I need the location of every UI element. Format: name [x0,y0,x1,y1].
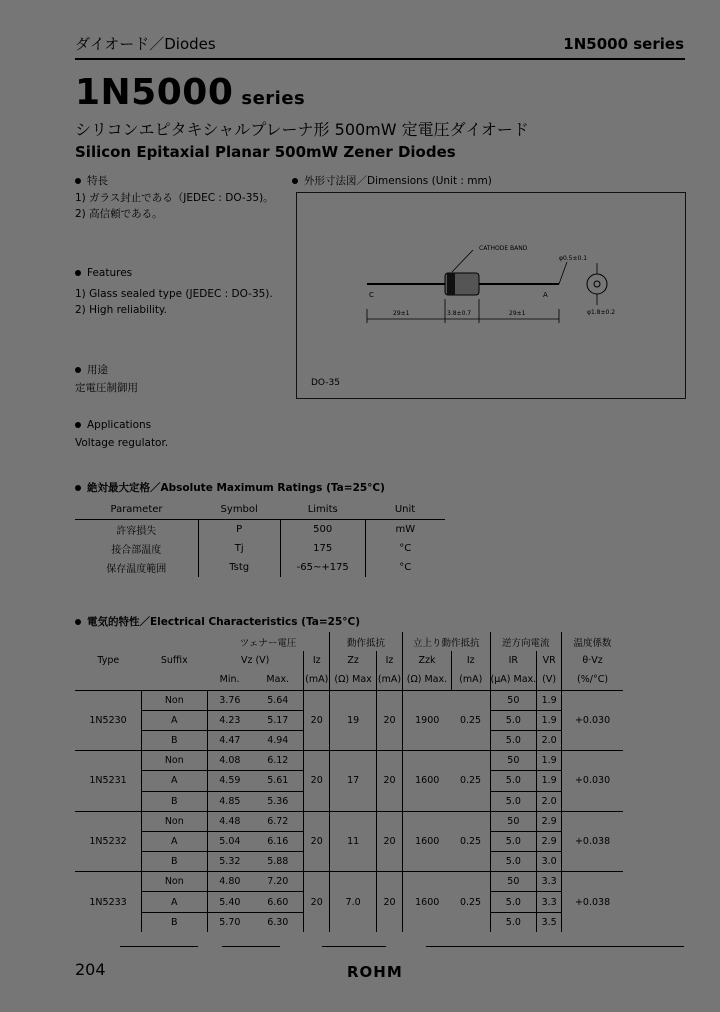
table-header: (mA) [304,670,330,690]
table-header: Min. [219,674,240,686]
suffix-cell: Non [142,872,207,892]
vz-min-cell: 4.23 [207,710,252,730]
table-header: (V) [537,670,562,690]
zzk-cell: 1900 [402,690,451,751]
header-rule [75,58,685,60]
vz-min-cell: 4.59 [207,771,252,791]
header-series: 1N5000 series [563,35,684,53]
vz-max-cell: 6.60 [252,892,304,912]
table-row [75,872,623,892]
table-cell: 接合部温度 [111,545,162,556]
abs-max-heading-text: 絶対最大定格／Absolute Maximum Ratings (Ta=25°C) [87,482,385,494]
vr-cell: 3.0 [537,852,562,872]
table-cell: 保存温度範囲 [106,564,167,575]
vr-cell: 2.9 [537,811,562,831]
bullet-icon [75,367,81,373]
electrical-heading-text: 電気的特性／Electrical Characteristics (Ta=25°C) [87,616,361,628]
ir-cell: 5.0 [490,791,537,811]
cathode-label: C [369,291,374,299]
ir-cell: 5.0 [490,852,537,872]
table-cell: 500 [280,520,365,540]
features-en-list [75,286,275,318]
vz-max-cell: 5.64 [252,690,304,710]
suffix-cell: A [142,892,207,912]
title-main: 1N5000 [75,72,234,113]
bullet-icon [75,178,81,184]
applications-text: Voltage regulator. [75,437,169,449]
ir-cell: 5.0 [490,892,537,912]
table-cell: °C [365,558,445,577]
vr-cell: 1.9 [537,771,562,791]
table-header: Symbol [198,500,280,520]
table-row [75,500,445,520]
page-title [75,72,305,113]
vz-min-cell: 3.76 [207,690,252,710]
zz-cell: 11 [330,811,377,872]
table-header: Type [97,655,120,667]
table-header [330,670,377,690]
suffix-cell: B [142,730,207,750]
vz-max-cell: 5.61 [252,771,304,791]
tc-cell: +0.030 [562,690,623,751]
vz-max-cell: 5.17 [252,710,304,730]
table-cell: mW [365,520,445,540]
subtitle-en: Silicon Epitaxial Planar 500mW Zener Diodes [75,143,456,161]
vz-min-cell: 5.32 [207,852,252,872]
table-row [75,558,445,577]
table-header: (%/°C) [562,670,623,690]
table-header: (mA) [452,670,490,690]
group-header-temp: 温度係数 [562,632,623,651]
table-header: Limits [280,500,365,520]
table-row [75,670,623,690]
table-row [75,539,445,558]
footer-rule [322,946,386,947]
dimensions-figure [296,192,686,399]
suffix-cell: B [142,852,207,872]
vr-cell: 2.9 [537,831,562,851]
footer-rule [222,946,280,947]
abs-max-table [75,500,445,577]
vz-max-cell: 6.30 [252,912,304,932]
len-left-label: 29±1 [393,310,410,317]
applications-heading [75,419,151,431]
table-header: Max. [266,674,290,686]
bullet-icon [75,619,81,625]
vz-min-cell: 4.48 [207,811,252,831]
bullet-icon [75,270,81,276]
diode-drawing [297,193,685,398]
suffix-cell: Non [142,811,207,831]
vz-max-cell: 6.12 [252,751,304,771]
len-right-label: 29±1 [509,310,526,317]
uses-jp-heading-text: 用途 [87,364,108,376]
izz-cell: 20 [377,690,403,751]
iz-cell: 20 [304,872,330,932]
table-cell: -65~+175 [280,558,365,577]
subtitle-jp: シリコンエピタキシャルプレーナ形 500mW 定電圧ダイオード [75,120,529,139]
group-header-zener: ツェナー電圧 [239,637,297,649]
unit-ua: (μA) [490,674,511,686]
iz-cell: 20 [304,751,330,812]
suffix-cell: A [142,771,207,791]
vr-cell: 1.9 [537,710,562,730]
zz-cell: 7.0 [330,872,377,932]
table-header: Zz [330,651,377,670]
table-header: θ·Vz [562,651,623,670]
vr-cell: 1.9 [537,751,562,771]
vz-max-cell: 5.88 [252,852,304,872]
electrical-heading [75,614,360,629]
uses-jp-heading [75,362,108,377]
ir-cell: 5.0 [490,912,537,932]
vz-max-cell: 5.36 [252,791,304,811]
table-header: Iz [377,651,403,670]
group-header-knee: 立上り動作抵抗 [402,632,490,651]
dimensions-heading [292,173,492,188]
suffix-cell: B [142,791,207,811]
table-header: Iz [452,651,490,670]
ir-cell: 50 [490,690,537,710]
vz-min-cell: 4.85 [207,791,252,811]
vz-max-cell: 6.16 [252,831,304,851]
footer-rule [426,946,684,947]
izk-cell: 0.25 [452,811,490,872]
table-header: Zzk [402,651,451,670]
izz-cell: 20 [377,872,403,932]
unit-ohm: (Ω) [406,674,422,686]
vz-max-cell: 7.20 [252,872,304,892]
len-body-label: 3.8±0.7 [447,310,472,317]
ir-cell: 5.0 [490,771,537,791]
features-jp-list [75,190,275,222]
title-suffix: series [241,88,306,109]
izz-cell: 20 [377,811,403,872]
features-jp-heading-text: 特長 [87,175,108,187]
suffix-cell: B [142,912,207,932]
table-cell: 175 [280,539,365,558]
features-en-heading [75,267,132,279]
vz-min-cell: 5.40 [207,892,252,912]
suffix-cell: A [142,710,207,730]
table-row [75,811,623,831]
vr-cell: 1.9 [537,690,562,710]
izz-cell: 20 [377,751,403,812]
type-cell: 1N5230 [75,690,142,751]
ir-cell: 5.0 [490,831,537,851]
type-cell: 1N5231 [75,751,142,812]
table-cell: °C [365,539,445,558]
vz-min-cell: 5.70 [207,912,252,932]
vz-max-cell: 4.94 [252,730,304,750]
label-max: Max. [513,674,537,686]
zzk-cell: 1600 [402,872,451,932]
table-row [75,751,623,771]
table-cell: P [198,520,280,540]
vz-min-cell: 4.47 [207,730,252,750]
zzk-cell: 1600 [402,751,451,812]
table-header: Vz (V) [240,655,270,667]
bullet-icon [75,485,81,491]
label-max: Max [352,674,372,686]
body-dia-label: φ1.8±0.2 [587,309,616,316]
tc-cell: +0.030 [562,751,623,812]
vz-max-cell: 6.72 [252,811,304,831]
group-header-rev: 逆方向電流 [490,632,562,651]
vr-cell: 3.3 [537,872,562,892]
table-cell: Tj [198,539,280,558]
list-item: 2) High reliability. [75,304,167,316]
label-max: Max. [424,674,448,686]
features-en-heading-text: Features [87,267,133,279]
vr-cell: 3.3 [537,892,562,912]
page-number: 204 [75,960,106,979]
suffix-cell: Non [142,751,207,771]
list-item: 1) ガラス封止である（JEDEC : DO-35)。 [75,192,274,204]
table-row [75,651,623,670]
ir-cell: 50 [490,872,537,892]
ir-cell: 5.0 [490,730,537,750]
suffix-cell: A [142,831,207,851]
ir-cell: 50 [490,751,537,771]
table-row [75,632,623,651]
table-header [402,670,451,690]
iz-cell: 20 [304,690,330,751]
vr-cell: 2.0 [537,730,562,750]
zzk-cell: 1600 [402,811,451,872]
type-cell: 1N5232 [75,811,142,872]
dimensions-heading-text: 外形寸法図／Dimensions (Unit : mm) [304,175,492,187]
ir-cell: 50 [490,811,537,831]
bullet-icon [75,422,81,428]
table-header: Unit [365,500,445,520]
table-cell: 許容損失 [116,526,157,537]
table-cell: Tstg [198,558,280,577]
applications-heading-text: Applications [87,419,152,431]
bullet-icon [292,178,298,184]
features-jp-heading [75,173,108,188]
type-cell: 1N5233 [75,872,142,932]
zz-cell: 19 [330,690,377,751]
table-header: Iz [304,651,330,670]
table-row [75,690,623,710]
vr-cell: 2.0 [537,791,562,811]
package-label: DO-35 [311,378,340,388]
izk-cell: 0.25 [452,751,490,812]
iz-cell: 20 [304,811,330,872]
vz-min-cell: 4.80 [207,872,252,892]
table-header: IR [490,651,537,670]
vz-min-cell: 4.08 [207,751,252,771]
header-category: ダイオード／Diodes [75,35,216,53]
table-header: VR [537,651,562,670]
group-header-dyn: 動作抵抗 [330,632,403,651]
izk-cell: 0.25 [452,690,490,751]
tc-cell: +0.038 [562,811,623,872]
abs-max-heading [75,480,385,495]
footer-rule [120,946,198,947]
lead-dia-label: φ0.5±0.1 [559,255,588,262]
table-row [75,520,445,540]
uses-jp-text: 定電圧制御用 [75,382,138,394]
unit-ohm: (Ω) [334,674,350,686]
ir-cell: 5.0 [490,710,537,730]
izk-cell: 0.25 [452,872,490,932]
vz-min-cell: 5.04 [207,831,252,851]
rohm-logo: ROHM [347,963,403,981]
table-header: Suffix [160,655,188,667]
tc-cell: +0.038 [562,872,623,932]
cathode-band-label: CATHODE BAND [479,245,528,252]
electrical-table [75,632,623,932]
table-header [490,670,537,690]
table-header: Parameter [75,500,198,520]
suffix-cell: Non [142,690,207,710]
anode-label: A [543,291,548,299]
list-item: 1) Glass sealed type (JEDEC : DO-35). [75,288,273,300]
table-header: (mA) [377,670,403,690]
vr-cell: 3.5 [537,912,562,932]
list-item: 2) 高信頼である。 [75,208,163,220]
zz-cell: 17 [330,751,377,812]
